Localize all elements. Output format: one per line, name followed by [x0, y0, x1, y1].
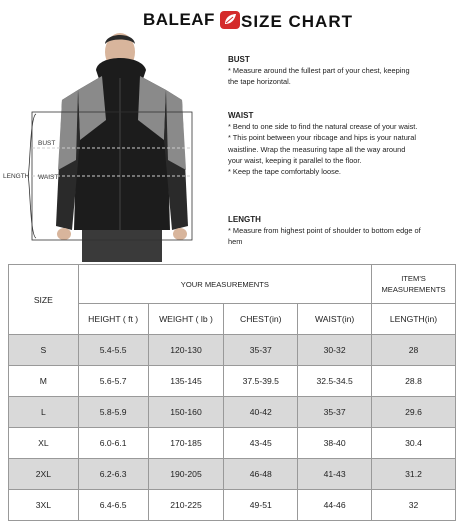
table-row [9, 397, 456, 428]
table-row [9, 490, 456, 521]
length-line: * Measure from highest point of shoulder to bottom edge of [228, 226, 421, 236]
table-cell: 37.5-39.5 [224, 366, 298, 397]
model-right-hand [173, 228, 187, 240]
length-section [228, 214, 456, 248]
column-header: WAIST(in) [298, 304, 372, 335]
length-label: LENGTH [3, 173, 30, 180]
table-cell: 40-42 [224, 397, 298, 428]
table-cell: 6.2-6.3 [78, 459, 148, 490]
table-cell: 44-46 [298, 490, 372, 521]
jacket-left-sleeve-panel [58, 90, 78, 170]
waist-section [228, 110, 456, 177]
table-cell: 5.8-5.9 [78, 397, 148, 428]
bust-line: * Measure around the fullest part of your chest, keeping [228, 66, 410, 76]
table-cell: 28.8 [372, 366, 456, 397]
waist-line: * Bend to one side to find the natural crease of your waist. [228, 122, 418, 132]
table-cell: 210-225 [148, 490, 224, 521]
table-cell: 49-51 [224, 490, 298, 521]
table-cell: 38-40 [298, 428, 372, 459]
table-row [9, 335, 456, 366]
table-cell: 6.0-6.1 [78, 428, 148, 459]
waist-line: * This point between your ribcage and hips is your natural [228, 133, 417, 143]
waist-line: * Keep the tape comfortably loose. [228, 167, 341, 177]
bust-heading: BUST [228, 55, 250, 64]
length-heading: LENGTH [228, 215, 261, 224]
bust-section [228, 54, 456, 88]
jacket-figure [0, 30, 222, 262]
waist-line: your waist, keeping it parallel to the floor. [228, 155, 362, 165]
brand-logo-block [143, 10, 241, 30]
table-cell: 30-32 [298, 335, 372, 366]
table-row [9, 366, 456, 397]
table-cell: M [9, 366, 79, 397]
table-cell: 2XL [9, 459, 79, 490]
length-line: hem [228, 237, 243, 247]
bust-line: the tape horizontal. [228, 77, 291, 87]
table-cell: 150-160 [148, 397, 224, 428]
size-table [8, 264, 456, 521]
size-header: SIZE [9, 265, 79, 335]
column-header: HEIGHT ( ft ) [78, 304, 148, 335]
table-cell: 28 [372, 335, 456, 366]
table-cell: 32.5-34.5 [298, 366, 372, 397]
bust-label: BUST [38, 140, 56, 147]
table-cell: 6.4-6.5 [78, 490, 148, 521]
table-cell: 170-185 [148, 428, 224, 459]
jacket-right-sleeve-panel [166, 90, 186, 170]
table-cell: 5.6-5.7 [78, 366, 148, 397]
table-cell: 120-130 [148, 335, 224, 366]
table-cell: 35-37 [224, 335, 298, 366]
model-pants [82, 230, 162, 262]
table-group-header-row [9, 265, 456, 304]
table-row [9, 459, 456, 490]
column-header: LENGTH(in) [372, 304, 456, 335]
waist-heading: WAIST [228, 111, 254, 120]
table-cell: 32 [372, 490, 456, 521]
table-cell: 41-43 [298, 459, 372, 490]
column-header: WEIGHT ( lb ) [148, 304, 224, 335]
your-measurements-header: YOUR MEASUREMENTS [78, 265, 371, 304]
table-cell: 30.4 [372, 428, 456, 459]
table-cell: 190-205 [148, 459, 224, 490]
brand-leaf-icon [219, 10, 241, 30]
waist-line: waistline. Wrap the measuring tape all the way around [228, 144, 406, 154]
table-cell: 35-37 [298, 397, 372, 428]
table-cell: L [9, 397, 79, 428]
table-cell: 31.2 [372, 459, 456, 490]
table-cell: S [9, 335, 79, 366]
table-cell: 3XL [9, 490, 79, 521]
model-left-hand [57, 228, 71, 240]
waist-label: WAIST [38, 174, 59, 181]
table-cell: 5.4-5.5 [78, 335, 148, 366]
table-cell: XL [9, 428, 79, 459]
table-cell: 135-145 [148, 366, 224, 397]
table-cell: 46-48 [224, 459, 298, 490]
table-row [9, 428, 456, 459]
items-measurements-header: ITEM'S MEASUREMENTS [372, 265, 456, 304]
brand-name: BALEAF [143, 10, 215, 29]
page-title: SIZE CHART [241, 12, 353, 31]
column-header: CHEST(in) [224, 304, 298, 335]
table-cell: 29.6 [372, 397, 456, 428]
table-cell: 43-45 [224, 428, 298, 459]
